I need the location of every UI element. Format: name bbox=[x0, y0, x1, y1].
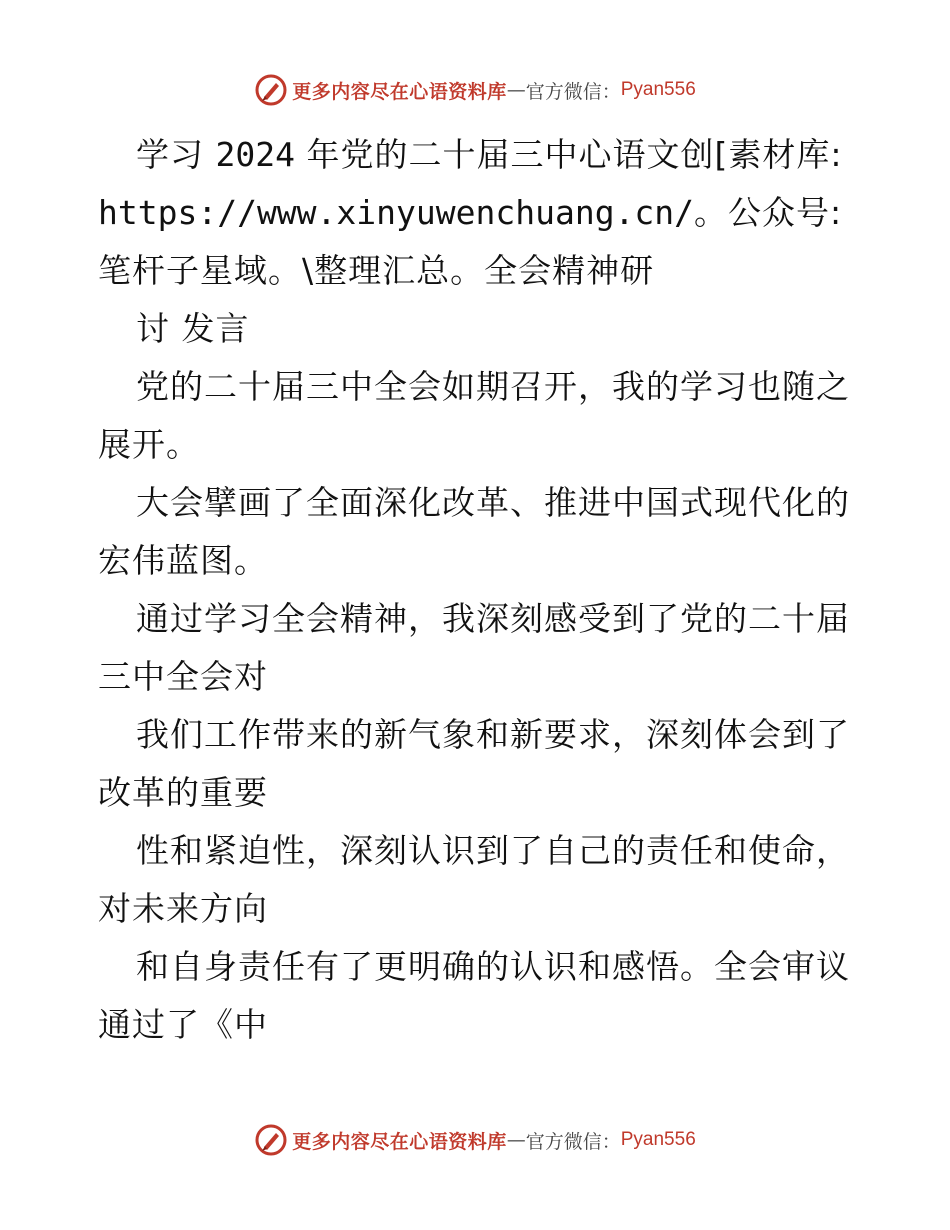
banner-text: 更多内容尽在心语资料库 bbox=[292, 1130, 507, 1153]
document-body bbox=[98, 126, 858, 1054]
banner-handle: Pyan556 bbox=[620, 1129, 696, 1150]
p1-url-link[interactable]: https://www.xinyuwenchuang.cn/ bbox=[98, 193, 695, 232]
paragraph-7: 性和紧迫性，深刻认识到了自己的责任和使命，对未来方向 bbox=[98, 831, 850, 928]
p1-text-a: 学习 bbox=[136, 135, 216, 174]
banner-label: 官方微信： bbox=[525, 1130, 621, 1153]
banner-handle: Pyan556 bbox=[620, 79, 696, 100]
paragraph-2: 讨 发言 bbox=[136, 309, 250, 348]
header-watermark-banner bbox=[0, 70, 950, 110]
paragraph-8: 和自身责任有了更明确的认识和感悟。全会审议通过了《中 bbox=[98, 947, 850, 1044]
pen-logo-icon bbox=[254, 73, 288, 107]
paragraph-6: 我们工作带来的新气象和新要求，深刻体会到了改革的重要 bbox=[98, 715, 850, 812]
paragraph-5: 通过学习全会精神，我深刻感受到了党的二十届三中全会对 bbox=[98, 599, 850, 696]
footer-watermark-banner bbox=[0, 1120, 950, 1160]
banner-text: 更多内容尽在心语资料库 bbox=[292, 80, 507, 103]
paragraph-4: 大会擘画了全面深化改革、推进中国式现代化的宏伟蓝图。 bbox=[98, 483, 850, 580]
paragraph-1 bbox=[98, 126, 858, 300]
paragraph-3: 党的二十届三中全会如期召开，我的学习也随之展开。 bbox=[98, 367, 850, 464]
p1-text-b: 年党的二十届三中心语文创[素材库: bbox=[294, 135, 843, 174]
banner-separator: — bbox=[506, 1129, 526, 1151]
pen-logo-icon bbox=[254, 1123, 288, 1157]
p1-text-c: 。公众号:笔杆子星域。\整理汇总。全会精神研 bbox=[98, 193, 843, 290]
banner-separator: — bbox=[506, 79, 526, 101]
banner-label: 官方微信： bbox=[525, 80, 621, 103]
p1-year: 2024 bbox=[215, 135, 295, 174]
